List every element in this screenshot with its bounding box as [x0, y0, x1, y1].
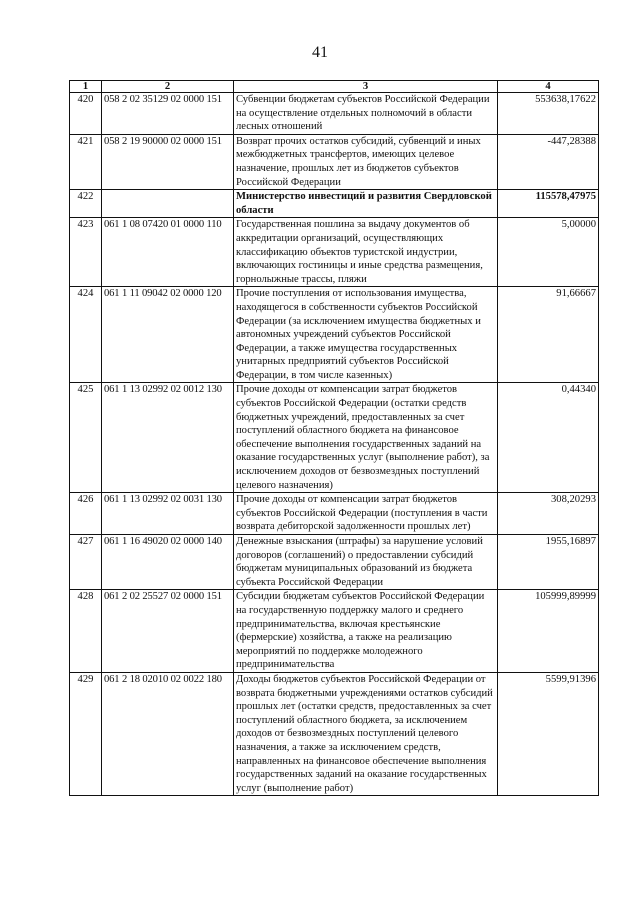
row-number: 428 — [70, 590, 102, 673]
budget-code: 061 1 08 07420 01 0000 110 — [102, 218, 234, 287]
row-number: 429 — [70, 672, 102, 795]
budget-code: 061 1 16 49020 02 0000 140 — [102, 535, 234, 590]
amount-value: -447,28388 — [498, 134, 599, 189]
income-name: Доходы бюджетов субъектов Российской Федерации от возврата бюджетными учреждениями остатков субсидий прошлых лет (остатки средств, предоставленных за счет поступлений областного бюджета, за исключением доходов от безвозмездных поступлений целевого назначения, а также за исключением средств, направленных на финансовое обеспечение выполнения государственных заданий на оказание государственных услуг (выполнение работ) — [234, 672, 498, 795]
table-row — [70, 134, 599, 189]
income-name: Прочие доходы от компенсации затрат бюджетов субъектов Российской Федерации (поступления в части возврата дебиторской задолженности прошлых лет) — [234, 493, 498, 535]
row-number: 426 — [70, 493, 102, 535]
budget-code: 061 2 18 02010 02 0022 180 — [102, 672, 234, 795]
column-header-2: 2 — [102, 81, 234, 93]
income-name: Субсидии бюджетам субъектов Российской Федерации на государственную поддержку малого и среднего предпринимательства, включая крестьянские (фермерские) хозяйства, а также на реализацию мероприятий по поддержке молодежного предпринимательства — [234, 590, 498, 673]
table-row — [70, 93, 599, 135]
budget-code: 058 2 19 90000 02 0000 151 — [102, 134, 234, 189]
income-name: Субвенции бюджетам субъектов Российской Федерации на осуществление отдельных полномочий в области лесных отношений — [234, 93, 498, 135]
income-name: Государственная пошлина за выдачу документов об аккредитации организаций, осуществляющих классификацию объектов туристской индустрии, включающих гостиницы и иные средства размещения, горнолыжные трассы, пляжи — [234, 218, 498, 287]
column-header-3: 3 — [234, 81, 498, 93]
amount-value: 553638,17622 — [498, 93, 599, 135]
income-name: Прочие доходы от компенсации затрат бюджетов субъектов Российской Федерации (остатки средств бюджетных учреждений, предоставленных за счет поступлений областного бюджета на финансовое обеспечение выполнения государственных заданий на оказание государственных услуг (выполнение работ), за исключением доходов от безвозмездных поступлений целевого назначения) — [234, 383, 498, 493]
column-header-1: 1 — [70, 81, 102, 93]
column-header-4: 4 — [498, 81, 599, 93]
income-name: Министерство инвестиций и развития Свердловской области — [234, 190, 498, 218]
income-name: Денежные взыскания (штрафы) за нарушение условий договоров (соглашений) о предоставлении субсидий бюджетам муниципальных образований из бюджета субъекта Российской Федерации — [234, 535, 498, 590]
budget-code: 061 1 13 02992 02 0031 130 — [102, 493, 234, 535]
table-row — [70, 590, 599, 673]
amount-value: 5,00000 — [498, 218, 599, 287]
budget-code: 061 1 11 09042 02 0000 120 — [102, 287, 234, 383]
table-row — [70, 672, 599, 795]
row-number: 422 — [70, 190, 102, 218]
amount-value: 5599,91396 — [498, 672, 599, 795]
income-name: Возврат прочих остатков субсидий, субвенций и иных межбюджетных трансфертов, имеющих целевое назначение, прошлых лет из бюджетов субъектов Российской Федерации — [234, 134, 498, 189]
row-number: 420 — [70, 93, 102, 135]
table-row — [70, 218, 599, 287]
budget-code: 061 1 13 02992 02 0012 130 — [102, 383, 234, 493]
table-row — [70, 493, 599, 535]
income-name: Прочие поступления от использования имущества, находящегося в собственности субъектов Российской Федерации (за исключением имущества бюджетных и автономных учреждений субъектов Российской Федерации, а также имущества государственных унитарных предприятий субъектов Российской Федерации, в том числе казенных) — [234, 287, 498, 383]
budget-table — [69, 80, 599, 796]
table-header-row — [70, 81, 599, 93]
budget-code: 061 2 02 25527 02 0000 151 — [102, 590, 234, 673]
table-row — [70, 535, 599, 590]
budget-code: 058 2 02 35129 02 0000 151 — [102, 93, 234, 135]
row-number: 423 — [70, 218, 102, 287]
table-body — [70, 93, 599, 796]
row-number: 424 — [70, 287, 102, 383]
amount-value: 91,66667 — [498, 287, 599, 383]
page-number: 41 — [312, 44, 328, 61]
amount-value: 1955,16897 — [498, 535, 599, 590]
amount-value: 105999,89999 — [498, 590, 599, 673]
table-row — [70, 287, 599, 383]
row-number: 425 — [70, 383, 102, 493]
amount-value: 308,20293 — [498, 493, 599, 535]
amount-value: 0,44340 — [498, 383, 599, 493]
table-row — [70, 190, 599, 218]
amount-value: 115578,47975 — [498, 190, 599, 218]
budget-code — [102, 190, 234, 218]
row-number: 427 — [70, 535, 102, 590]
table-row — [70, 383, 599, 493]
row-number: 421 — [70, 134, 102, 189]
